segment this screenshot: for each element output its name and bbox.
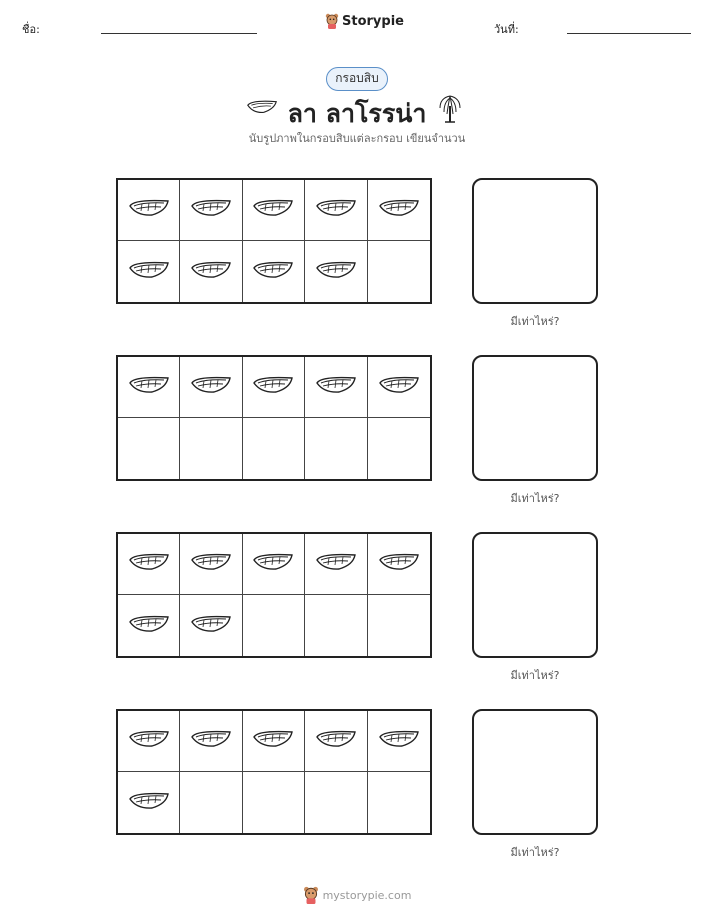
date-label: วันที่:: [494, 23, 519, 36]
name-line[interactable]: [101, 33, 257, 34]
ten-frame-cell: [118, 241, 180, 302]
answer-box[interactable]: [472, 355, 598, 481]
rowboat-icon: [128, 789, 170, 817]
footer-url[interactable]: mystorypie.com: [322, 888, 412, 902]
ten-frame-cell: [305, 772, 367, 833]
rowboat-icon: [252, 258, 294, 286]
ten-frame-cell: [368, 595, 430, 656]
answer-box[interactable]: [472, 532, 598, 658]
ten-frame-cell: [305, 595, 367, 656]
rowboat-icon: [315, 550, 357, 578]
rowboat-icon: [315, 258, 357, 286]
rowboat-icon: [128, 196, 170, 224]
ten-frame-cell: [368, 241, 430, 302]
bear-mascot-icon: [303, 886, 319, 904]
instruction-text: นับรูปภาพในกรอบสิบแต่ละกรอบ เขียนจำนวน: [248, 132, 466, 145]
rowboat-icon: [252, 550, 294, 578]
rowboat-icon: [190, 258, 232, 286]
ten-frame-cell: [305, 180, 367, 241]
rowboat-icon: [190, 196, 232, 224]
ten-frame: [116, 178, 432, 304]
date-line[interactable]: [567, 33, 691, 34]
rowboat-icon: [190, 550, 232, 578]
ten-frame-cell: [368, 418, 430, 479]
rowboat-icon: [315, 373, 357, 401]
ten-frame-cell: [243, 357, 305, 418]
ten-frame-cell: [243, 772, 305, 833]
bear-mascot-icon: [325, 13, 339, 29]
ten-frame-cell: [243, 241, 305, 302]
ten-frame-cell: [243, 711, 305, 772]
rowboat-icon: [252, 727, 294, 755]
ten-frame-cell: [118, 711, 180, 772]
ten-frame-cell: [180, 241, 242, 302]
name-label: ชื่อ:: [22, 23, 40, 36]
rowboat-icon: [252, 196, 294, 224]
rowboat-icon: [128, 258, 170, 286]
rowboat-icon: [378, 196, 420, 224]
ten-frame-cell: [305, 534, 367, 595]
rowboat-icon: [128, 612, 170, 640]
rowboat-icon: [315, 727, 357, 755]
ten-frame-cell: [180, 711, 242, 772]
rowboat-icon: [315, 196, 357, 224]
rowboat-icon: [378, 373, 420, 401]
rowboat-icon: [190, 727, 232, 755]
ten-frame-cell: [368, 772, 430, 833]
footer: [0, 886, 714, 904]
rowboat-icon: [378, 550, 420, 578]
ten-frame-cell: [118, 534, 180, 595]
question-label: มีเท่าไหร่?: [510, 846, 560, 859]
ten-frame-cell: [305, 418, 367, 479]
question-label: มีเท่าไหร่?: [510, 669, 560, 682]
ten-frame-cell: [180, 418, 242, 479]
ten-frame-cell: [243, 534, 305, 595]
question-label: มีเท่าไหร่?: [510, 492, 560, 505]
ten-frame-cell: [118, 772, 180, 833]
ten-frame-cell: [118, 180, 180, 241]
ten-frame-cell: [180, 357, 242, 418]
ten-frame-cell: [368, 180, 430, 241]
ten-frame-cell: [180, 534, 242, 595]
ten-frame-cell: [243, 418, 305, 479]
ten-frame-cell: [368, 711, 430, 772]
logo-text: Storypie: [342, 13, 404, 29]
ten-frame-cell: [368, 357, 430, 418]
ten-frame-cell: [243, 180, 305, 241]
ten-frame-cell: [305, 357, 367, 418]
ten-frame-cell: [180, 180, 242, 241]
ten-frame: [116, 709, 432, 835]
ten-frame-cell: [118, 595, 180, 656]
rowboat-icon: [378, 727, 420, 755]
rowboat-icon: [252, 373, 294, 401]
tag-pill: กรอบสิบ: [326, 67, 388, 91]
willow-tree-icon: [436, 92, 464, 124]
rowboat-icon: [190, 373, 232, 401]
rowboat-icon: [128, 727, 170, 755]
ten-frame-cell: [243, 595, 305, 656]
ten-frame-cell: [305, 711, 367, 772]
ten-frame-cell: [118, 418, 180, 479]
ten-frame-cell: [368, 534, 430, 595]
storypie-logo: [325, 13, 404, 29]
ten-frame-cell: [305, 241, 367, 302]
rowboat-icon: [190, 612, 232, 640]
rowboat-icon: [128, 373, 170, 401]
ten-frame-cell: [180, 595, 242, 656]
ten-frame-cell: [180, 772, 242, 833]
rowboat-icon: [128, 550, 170, 578]
ten-frame-cell: [118, 357, 180, 418]
worksheet-title: ลา ลาโรรน่า: [287, 99, 427, 128]
question-label: มีเท่าไหร่?: [510, 315, 560, 328]
ten-frame: [116, 532, 432, 658]
answer-box[interactable]: [472, 178, 598, 304]
ten-frame: [116, 355, 432, 481]
answer-box[interactable]: [472, 709, 598, 835]
